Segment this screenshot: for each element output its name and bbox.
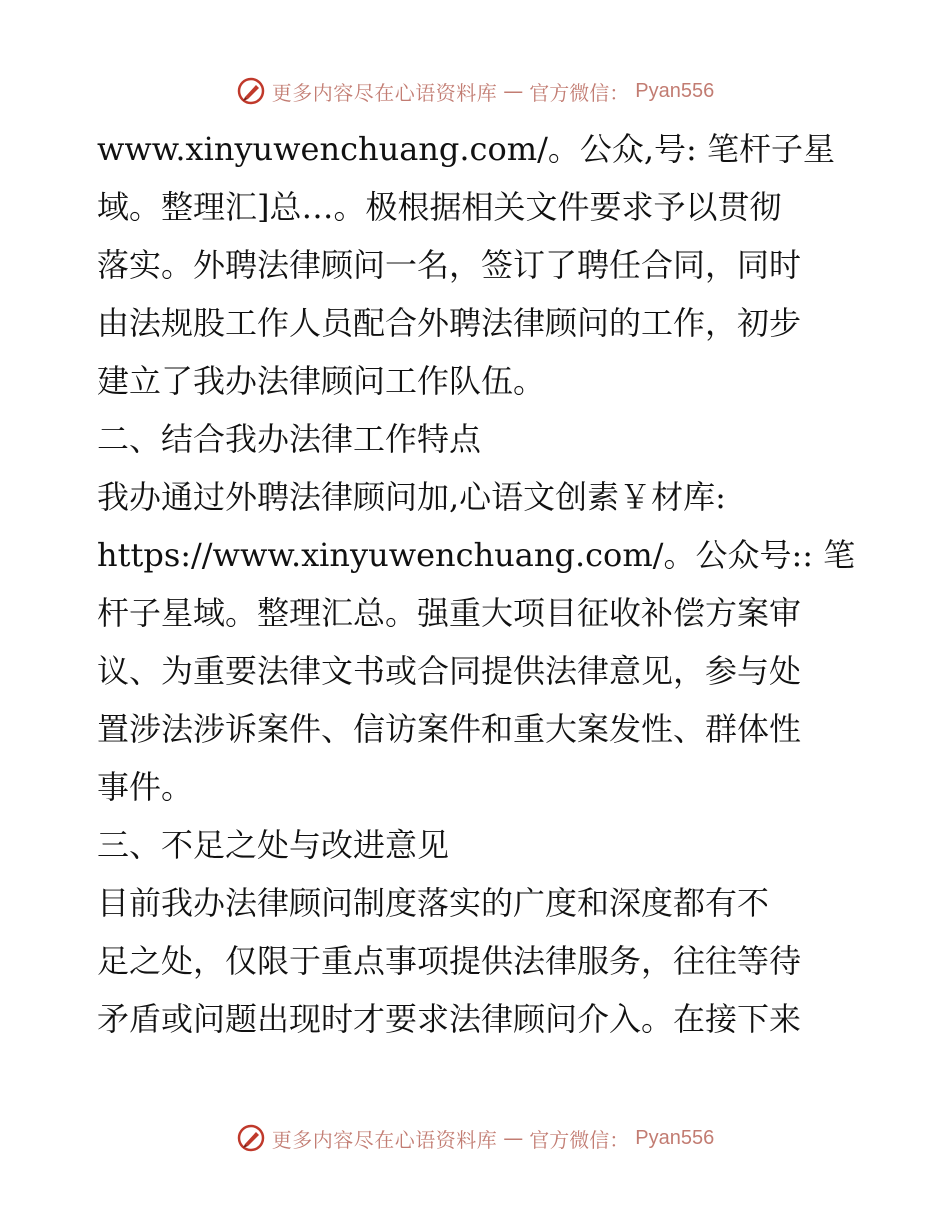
body-line: 落实。外聘法律顾问一名，签订了聘任合同，同时 xyxy=(97,246,802,284)
body-line: 由法规股工作人员配合外聘法律顾问的工作，初步 xyxy=(97,304,802,342)
body-line: 置涉法涉诉案件、信访案件和重大案发性、群体性 xyxy=(97,710,802,748)
pen-logo-icon xyxy=(236,1123,266,1153)
watermark-id: Pyan556 xyxy=(635,79,715,102)
body-line: 杆子星域。整理汇总。强重大项目征收补偿方案审 xyxy=(97,594,802,632)
body-line: 我办通过外聘法律顾问加,心语文创素￥材库: xyxy=(97,478,726,516)
body-line: 事件。 xyxy=(97,768,194,806)
body-line: 建立了我办法律顾问工作队伍。 xyxy=(97,362,546,400)
body-line: 议、为重要法律文书或合同提供法律意见，参与处 xyxy=(97,652,802,690)
watermark-text: 更多内容尽在心语资料库 xyxy=(271,80,498,105)
watermark-text: 更多内容尽在心语资料库 xyxy=(271,1127,498,1152)
body-line: 域。整理汇]总…。极根据相关文件要求予以贯彻 xyxy=(97,188,782,226)
document-body xyxy=(97,120,857,1048)
section-heading: 二、结合我办法律工作特点 xyxy=(97,420,482,458)
pen-logo-icon xyxy=(236,76,266,106)
header-watermark xyxy=(0,71,950,111)
watermark-label: 官方微信： xyxy=(529,80,630,105)
watermark-dash: — xyxy=(503,79,524,103)
watermark-id: Pyan556 xyxy=(635,1126,715,1149)
watermark-dash: — xyxy=(503,1126,524,1150)
footer-watermark xyxy=(0,1118,950,1158)
section-heading: 三、不足之处与改进意见 xyxy=(97,826,450,864)
body-line: https://www.xinyuwenchuang.com/。公众号:: 笔 xyxy=(97,536,856,574)
body-line: 矛盾或问题出现时才要求法律顾问介入。在接下来 xyxy=(97,1000,802,1038)
watermark-label: 官方微信： xyxy=(529,1127,630,1152)
body-line: 足之处，仅限于重点事项提供法律服务，往往等待 xyxy=(97,942,802,980)
body-line: www.xinyuwenchuang.com/。公众,号: 笔杆子星 xyxy=(97,130,835,168)
body-line: 目前我办法律顾问制度落实的广度和深度都有不 xyxy=(97,884,770,922)
